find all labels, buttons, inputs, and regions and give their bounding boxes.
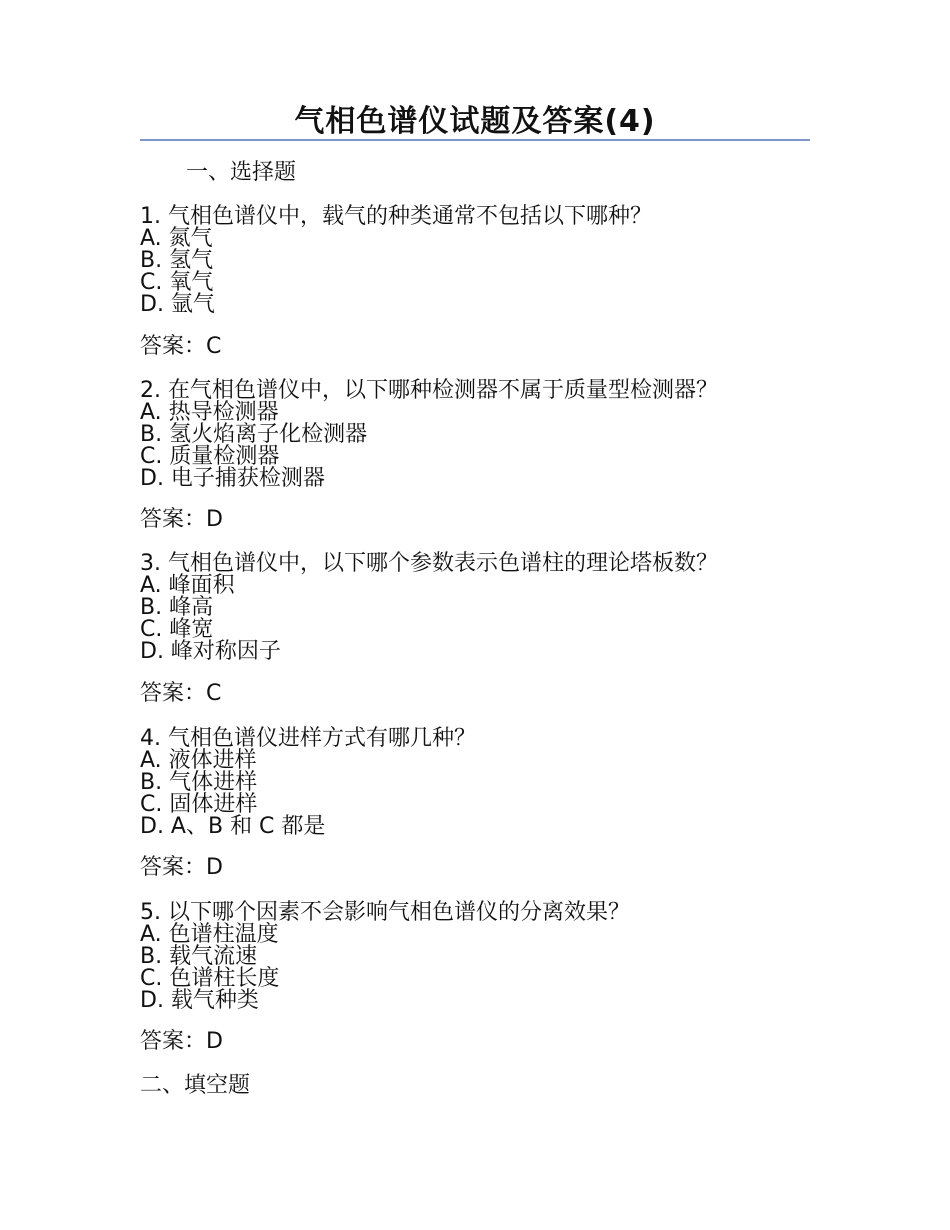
section-heading-choice: 一、选择题: [186, 160, 297, 185]
document-title: 气相色谱仪试题及答案(4): [294, 104, 656, 139]
option-b: B. 峰高: [140, 595, 214, 620]
option-d: D. 峰对称因子: [140, 639, 281, 664]
question-stem: 2. 在气相色谱仪中，以下哪种检测器不属于质量型检测器？: [140, 378, 718, 403]
answer-1: 答案：C: [140, 334, 222, 359]
question-stem: 4. 气相色谱仪进样方式有哪几种？: [140, 726, 476, 751]
option-d: D. 氩气: [140, 292, 215, 317]
question-stem: 1. 气相色谱仪中，载气的种类通常不包括以下哪种？: [140, 204, 652, 229]
question-1: [140, 206, 820, 316]
option-b: B. 气体进样: [140, 770, 258, 795]
answer-3: 答案：C: [140, 681, 222, 706]
answer-4: 答案：D: [140, 855, 223, 880]
option-a: A. 峰面积: [140, 573, 235, 598]
question-stem: 5. 以下哪个因素不会影响气相色谱仪的分离效果？: [140, 900, 630, 925]
option-c: C. 固体进样: [140, 792, 258, 817]
option-a: A. 液体进样: [140, 748, 257, 773]
option-c: C. 氧气: [140, 270, 214, 295]
option-b: B. 氢气: [140, 248, 214, 273]
answer-2: 答案：D: [140, 507, 223, 532]
question-5: [140, 902, 820, 1012]
option-b: B. 氢火焰离子化检测器: [140, 422, 368, 447]
answer-5: 答案：D: [140, 1029, 223, 1054]
option-a: A. 色谱柱温度: [140, 922, 279, 947]
option-d: D. 载气种类: [140, 988, 259, 1013]
option-d: D. A、B 和 C 都是: [140, 814, 326, 839]
section-heading-fill: 二、填空题: [140, 1073, 251, 1098]
option-a: A. 热导检测器: [140, 400, 279, 425]
option-c: C. 质量检测器: [140, 444, 280, 469]
option-d: D. 电子捕获检测器: [140, 466, 325, 491]
question-3: [140, 553, 820, 663]
question-4: [140, 728, 820, 838]
option-c: C. 色谱柱长度: [140, 966, 280, 991]
question-2: [140, 380, 820, 490]
option-c: C. 峰宽: [140, 617, 214, 642]
question-stem: 3. 气相色谱仪中，以下哪个参数表示色谱柱的理论塔板数？: [140, 551, 718, 576]
title-underline: [140, 139, 810, 141]
option-b: B. 载气流速: [140, 944, 258, 969]
option-a: A. 氮气: [140, 226, 213, 251]
